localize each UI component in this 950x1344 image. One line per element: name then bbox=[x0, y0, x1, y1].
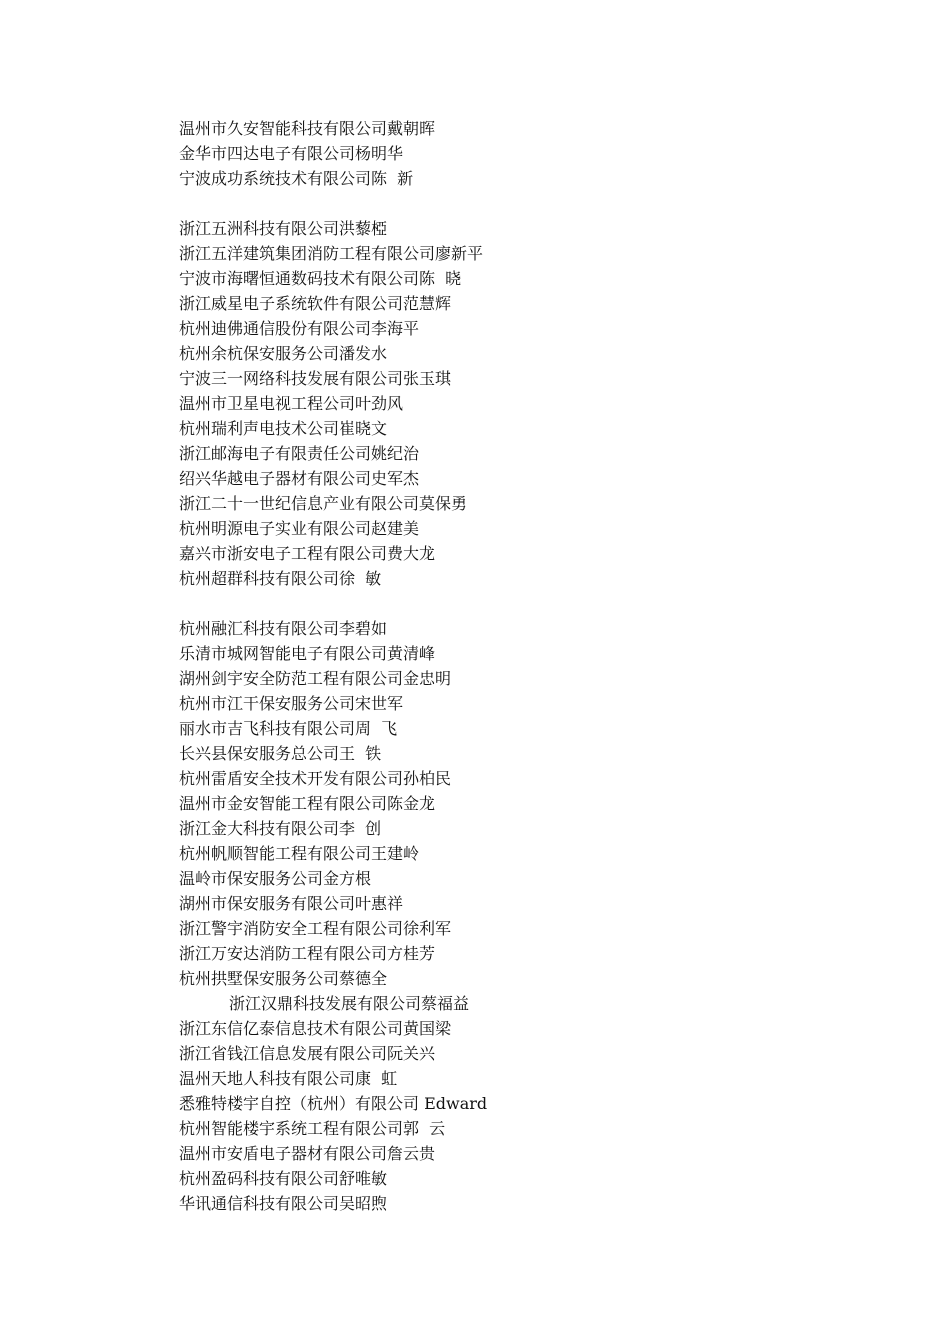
list-item: 杭州拱墅保安服务公司蔡德全 bbox=[179, 969, 388, 988]
list-item: 杭州瑞利声电技术公司崔晓文 bbox=[179, 419, 388, 438]
list-item: 湖州市保安服务有限公司叶惠祥 bbox=[179, 894, 404, 913]
list-item: 杭州余杭保安服务公司潘发水 bbox=[179, 344, 388, 363]
list-item: 浙江金大科技有限公司李 创 bbox=[179, 819, 382, 838]
blank-line bbox=[179, 591, 879, 616]
list-item: 温州市久安智能科技有限公司戴朝晖 bbox=[179, 119, 436, 138]
list-item: 浙江东信亿泰信息技术有限公司黄国梁 bbox=[179, 1019, 452, 1038]
list-item: 华讯通信科技有限公司吴昭煦 bbox=[179, 1194, 388, 1213]
list-item: 长兴县保安服务总公司王 铁 bbox=[179, 744, 382, 763]
list-item: 杭州迪佛通信股份有限公司李海平 bbox=[179, 319, 420, 338]
list-item: 温州市金安智能工程有限公司陈金龙 bbox=[179, 794, 436, 813]
list-item: 杭州雷盾安全技术开发有限公司孙柏民 bbox=[179, 769, 452, 788]
blank-line bbox=[179, 191, 879, 216]
list-item: 金华市四达电子有限公司杨明华 bbox=[179, 144, 404, 163]
list-item: 浙江五洋建筑集团消防工程有限公司廖新平 bbox=[179, 244, 484, 263]
list-item: 浙江威星电子系统软件有限公司范慧辉 bbox=[179, 294, 452, 313]
list-item: 浙江五洲科技有限公司洪藜椏 bbox=[179, 219, 388, 238]
list-item: 悉雅特楼宇自控（杭州）有限公司 Edward bbox=[179, 1094, 488, 1113]
list-item: 浙江二十一世纪信息产业有限公司莫保勇 bbox=[179, 494, 468, 513]
list-item: 温岭市保安服务公司金方根 bbox=[179, 869, 372, 888]
company-contact-list bbox=[179, 116, 879, 1216]
list-item: 浙江万安达消防工程有限公司方桂芳 bbox=[179, 944, 436, 963]
list-item: 宁波三一网络科技发展有限公司张玉琪 bbox=[179, 369, 452, 388]
list-item: 杭州帆顺智能工程有限公司王建岭 bbox=[179, 844, 420, 863]
list-item: 浙江省钱江信息发展有限公司阮关兴 bbox=[179, 1044, 436, 1063]
list-item: 杭州明源电子实业有限公司赵建美 bbox=[179, 519, 420, 538]
list-item: 宁波市海曙恒通数码技术有限公司陈 晓 bbox=[179, 269, 462, 288]
list-item: 杭州智能楼宇系统工程有限公司郭 云 bbox=[179, 1119, 446, 1138]
list-item: 杭州超群科技有限公司徐 敏 bbox=[179, 569, 382, 588]
list-item: 乐清市城网智能电子有限公司黄清峰 bbox=[179, 644, 436, 663]
list-item: 温州天地人科技有限公司康 虹 bbox=[179, 1069, 398, 1088]
list-item: 温州市安盾电子器材有限公司詹云贵 bbox=[179, 1144, 436, 1163]
list-item: 杭州融汇科技有限公司李碧如 bbox=[179, 619, 388, 638]
list-item: 浙江汉鼎科技发展有限公司蔡福益 bbox=[229, 994, 470, 1013]
list-item: 杭州盈码科技有限公司舒唯敏 bbox=[179, 1169, 388, 1188]
list-item: 宁波成功系统技术有限公司陈 新 bbox=[179, 169, 414, 188]
list-item: 丽水市吉飞科技有限公司周 飞 bbox=[179, 719, 398, 738]
list-item: 浙江邮海电子有限责任公司姚纪治 bbox=[179, 444, 420, 463]
list-item: 杭州市江干保安服务公司宋世军 bbox=[179, 694, 404, 713]
list-item: 湖州剑宇安全防范工程有限公司金忠明 bbox=[179, 669, 452, 688]
list-item: 绍兴华越电子器材有限公司史军杰 bbox=[179, 469, 420, 488]
list-item: 温州市卫星电视工程公司叶劲风 bbox=[179, 394, 404, 413]
list-item: 浙江警宇消防安全工程有限公司徐利军 bbox=[179, 919, 452, 938]
list-item: 嘉兴市浙安电子工程有限公司费大龙 bbox=[179, 544, 436, 563]
